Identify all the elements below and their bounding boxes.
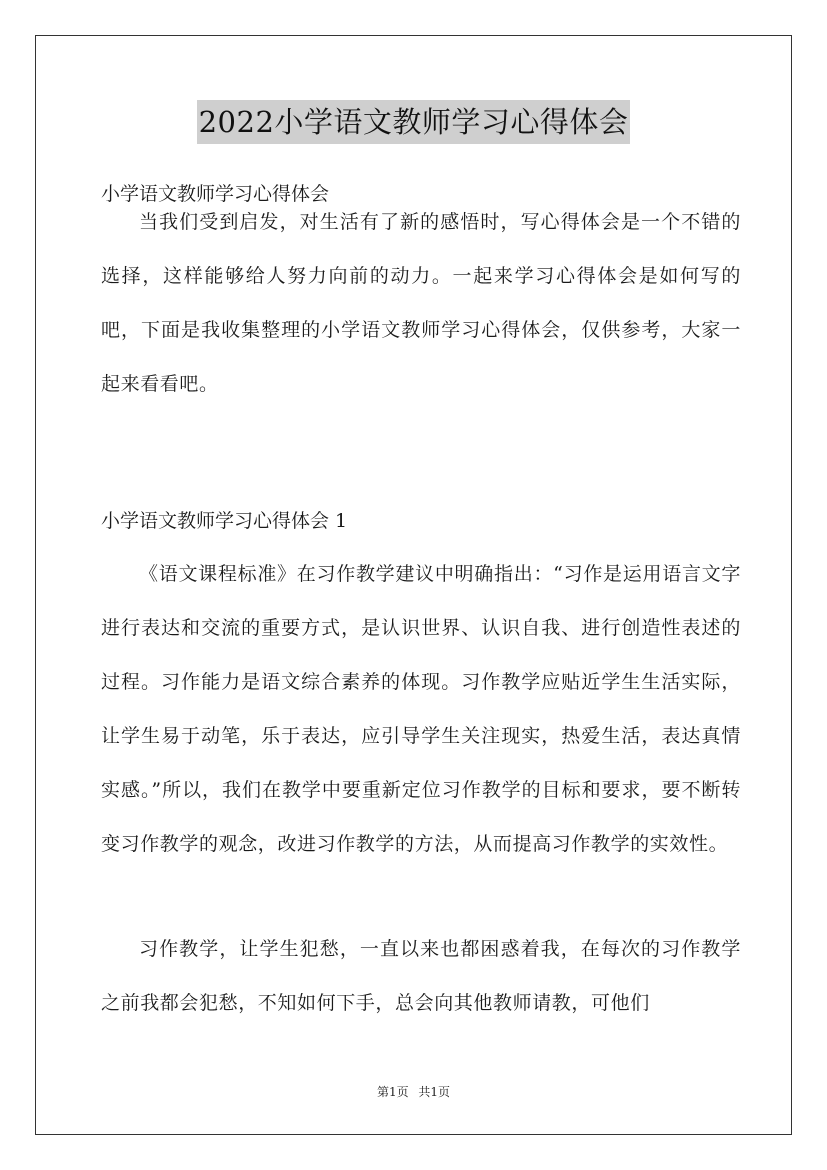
page-number-current: 第1页: [376, 1085, 409, 1099]
section-1-paragraph-2: 习作教学，让学生犯愁，一直以来也都困惑着我，在每次的习作教学之前我都会犯愁，不知如何下手，总会向其他教师请教，可他们: [101, 938, 741, 1014]
intro-heading: 小学语文教师学习心得体会: [101, 183, 330, 205]
page-footer: [0, 1083, 827, 1101]
section-1-heading: 小学语文教师学习心得体会 1: [101, 510, 348, 532]
section-1-paragraph-1: 《语文课程标准》在习作教学建议中明确指出：“习作是运用语言文字进行表达和交流的重要方式，是认识世界、认识自我、进行创造性表述的过程。习作能力是语文综合素养的体现。习作教学应贴近学生生活实际，让学生易于动笔，乐于表达，应引导学生关注现实，热爱生活，表达真情实感。”所以，我们在教学中要重新定位习作教学的目标和要求，要不断转变习作教学的观念，改进习作教学的方法，从而提高习作教学的实效性。: [101, 563, 741, 855]
document-title: 2022小学语文教师学习心得体会: [197, 100, 631, 144]
title-container: [0, 100, 827, 144]
intro-paragraph: 当我们受到启发，对生活有了新的感悟时，写心得体会是一个不错的选择，这样能够给人努力向前的动力。一起来学习心得体会是如何写的吧，下面是我收集整理的小学语文教师学习心得体会，仅供参考，大家一起来看看吧。: [101, 211, 741, 395]
page-number-total: 共1页: [418, 1085, 451, 1099]
